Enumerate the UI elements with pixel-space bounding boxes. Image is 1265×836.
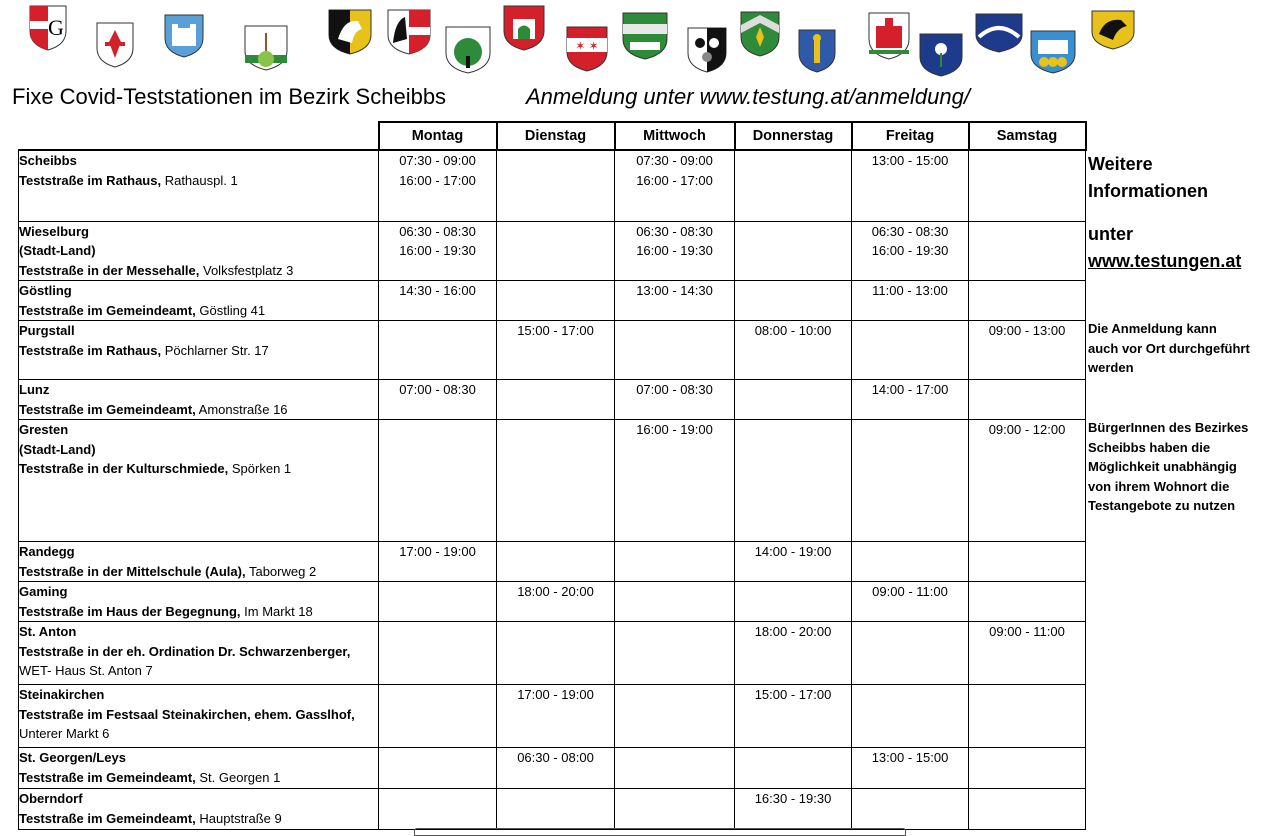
location-cell [19,150,379,221]
table-row [19,150,1086,221]
time-cell [379,150,497,221]
church-crest-icon [868,12,910,60]
station-name: Teststraße im Haus der Begegnung, [19,603,241,619]
location-name: Randegg [19,544,75,559]
time-cell [735,542,852,582]
time-cell [615,789,735,830]
station-name: Teststraße im Gemeindeamt, [19,769,196,785]
castle-crest-icon [164,14,204,58]
location-cell [19,221,379,281]
time-cell [379,221,497,281]
circles-crest-icon [687,27,727,73]
time-cell [615,582,735,622]
registration-hint[interactable]: Anmeldung unter www.testung.at/anmeldung/ [526,84,970,109]
time-slot: 13:00 - 15:00 [871,750,949,765]
station-address: St. Georgen 1 [195,769,281,785]
time-cell [735,748,852,789]
time-cell [615,221,735,281]
time-cell [615,380,735,420]
time-cell [852,789,969,830]
time-cell [852,582,969,622]
location-name: Scheibbs [19,153,77,168]
location-name: St. Anton [19,624,77,639]
station-address: Rathauspl. 1 [161,172,238,188]
time-cell [735,221,852,281]
gate-crest-icon [503,5,545,51]
bridge-crest-icon [975,13,1023,53]
station-name: Teststraße im Rathaus, [19,342,162,358]
time-slot: 13:00 - 15:00 [871,153,949,168]
station-name: Teststraße im Gemeindeamt, [19,810,196,826]
table-row [19,420,1086,542]
beast-crest-icon [1091,10,1135,50]
time-slot: 07:00 - 08:30 [399,382,476,397]
time-cell [497,622,615,685]
time-cell [615,420,735,542]
time-cell [969,789,1086,830]
location-sub: (Stadt-Land) [19,243,96,258]
time-slot: 06:30 - 08:30 [636,223,713,239]
horse-crest-icon [328,9,372,55]
time-cell [379,789,497,830]
time-cell [969,748,1086,789]
station-address: Amonstraße 16 [195,401,288,417]
note-line: von ihrem Wohnort die [1088,478,1230,494]
time-slot: 09:00 - 13:00 [988,323,1066,338]
station-address: Unterer Markt 6 [19,726,110,741]
time-cell [497,542,615,582]
time-cell [497,281,615,321]
time-cell [615,748,735,789]
time-cell [497,685,615,748]
day-header: Montag [379,122,497,150]
time-cell [735,582,852,622]
time-cell [969,150,1086,221]
figure-crest-icon [798,29,836,73]
day-header: Samstag [969,122,1086,150]
note-line: BürgerInnen des Bezirkes [1088,420,1249,435]
time-cell [497,582,615,622]
time-cell [852,380,969,420]
time-cell [969,380,1086,420]
testungen-link[interactable]: www.testungen.at [1088,251,1242,271]
time-cell [379,622,497,685]
time-cell [379,685,497,748]
note-line: Scheibbs haben die [1088,439,1211,455]
time-cell [735,420,852,542]
time-cell [735,380,852,420]
page-title: Fixe Covid-Teststationen im Bezirk Scheibbs [12,84,447,109]
location-cell [19,685,379,748]
note-line: Möglichkeit unabhängig [1088,459,1237,474]
time-slot: 06:30 - 08:30 [399,223,476,239]
location-cell [19,542,379,582]
time-slot: 16:00 - 19:30 [636,243,713,258]
time-cell [497,420,615,542]
note-line: Testangebote zu nutzen [1088,498,1236,513]
time-slot: 07:00 - 08:30 [636,382,713,397]
location-name: Steinakirchen [19,687,105,702]
time-slot: 07:30 - 09:00 [636,153,713,168]
location-sub: (Stadt-Land) [19,441,96,457]
time-cell [852,420,969,542]
time-cell [379,542,497,582]
header-row [19,122,1086,150]
time-cell [969,420,1086,542]
time-cell [852,622,969,685]
day-header: Dienstag [497,122,615,150]
time-slot: 07:30 - 09:00 [399,153,476,168]
lion-crest-icon [387,9,431,55]
time-cell [852,542,969,582]
location-name: Gresten [19,422,69,437]
tree-crest-icon [445,26,491,74]
station-address: Göstling 41 [195,302,266,318]
time-cell [852,685,969,748]
time-cell [969,582,1086,622]
time-slot: 11:00 - 13:00 [872,283,948,298]
info-line: Weitere [1088,154,1153,174]
station-name: Teststraße im Gemeindeamt, [19,401,196,417]
time-cell [615,542,735,582]
time-cell [735,622,852,685]
location-cell [19,748,379,789]
svg-text:✶ ✶: ✶ ✶ [575,39,599,53]
location-cell [19,380,379,420]
location-name: Wieselburg [19,223,89,239]
info-heading [1088,151,1208,205]
time-slot: 15:00 - 17:00 [754,687,832,702]
time-slot: 16:00 - 19:00 [636,422,713,437]
time-cell [735,789,852,830]
time-slot: 16:30 - 19:30 [754,791,832,806]
lily-crest-icon [96,22,134,68]
station-address: Spörken 1 [228,461,292,476]
station-address: WET- Haus St. Anton 7 [19,663,153,678]
time-slot: 06:30 - 08:00 [517,750,594,765]
station-name: Teststraße in der Kulturschmiede, [19,461,229,476]
battlement-crest-icon [622,12,668,60]
table-row [19,748,1086,789]
station-address: Pöchlarner Str. 17 [161,342,269,358]
station-address: Im Markt 18 [240,603,313,619]
schedule-table [18,121,1087,830]
info-unter: unter [1088,224,1133,244]
station-name: Teststraße im Rathaus, [19,172,162,188]
station-name: Teststraße in der Messehalle, [19,262,200,278]
time-cell [969,221,1086,281]
time-cell [969,321,1086,380]
time-cell [852,281,969,321]
time-cell [735,321,852,380]
info-line: Informationen [1088,181,1208,201]
time-slot: 14:00 - 17:00 [871,382,949,397]
location-name: Oberndorf [19,791,83,806]
station-address: Taborweg 2 [245,563,317,579]
location-name: Göstling [19,283,72,298]
station-address: Hauptstraße 9 [195,810,282,826]
time-cell [379,281,497,321]
crest-banner [0,0,1265,80]
location-cell [19,321,379,380]
time-slot: 17:00 - 19:00 [399,544,476,559]
bottom-scroll-indicator [414,828,906,836]
location-cell [19,420,379,542]
table-row [19,685,1086,748]
time-cell [615,685,735,748]
time-cell [497,380,615,420]
time-cell [497,789,615,830]
day-header: Donnerstag [735,122,852,150]
time-cell [852,150,969,221]
time-slot: 08:00 - 10:00 [754,323,832,338]
table-row [19,281,1086,321]
location-cell [19,622,379,685]
residents-note [1088,418,1248,516]
location-cell [19,281,379,321]
fleur-crest-icon [740,11,780,57]
time-slot: 06:30 - 08:30 [871,223,949,239]
time-cell [735,685,852,748]
location-name: Gaming [19,584,68,599]
apple-crest-icon [244,25,288,71]
location-name: St. Georgen/Leys [19,750,126,765]
time-cell [969,281,1086,321]
table-row [19,622,1086,685]
station-address: Volksfestplatz 3 [199,262,294,278]
time-cell [379,582,497,622]
location-name: Lunz [19,382,50,397]
onsite-note [1088,319,1250,378]
day-header: Freitag [852,122,969,150]
time-cell [615,281,735,321]
location-name: Purgstall [19,323,75,338]
time-cell [379,380,497,420]
table-row [19,542,1086,582]
manor-crest-icon [1030,30,1076,74]
time-slot: 14:00 - 19:00 [754,544,832,559]
station-name: Teststraße im Festsaal Steinakirchen, ehem. Gasslhof, [19,706,355,722]
time-slot: 16:00 - 17:00 [399,172,476,188]
time-slot: 09:00 - 11:00 [872,584,948,599]
time-slot: 09:00 - 12:00 [988,422,1066,437]
station-name: Teststraße im Gemeindeamt, [19,302,196,318]
table-row [19,789,1086,830]
time-cell [379,748,497,789]
time-slot: 17:00 - 19:00 [517,687,594,702]
time-cell [852,221,969,281]
crest-letter: G [48,15,64,40]
stars-crest-icon [566,26,608,72]
time-cell [969,542,1086,582]
time-slot: 16:00 - 19:30 [871,243,949,258]
time-slot: 18:00 - 20:00 [754,624,832,639]
note-line: auch vor Ort durchgeführt [1088,340,1250,356]
table-row [19,221,1086,281]
time-slot: 16:00 - 19:30 [399,243,476,258]
day-header: Mittwoch [615,122,735,150]
time-cell [497,150,615,221]
location-cell [19,582,379,622]
time-cell [615,321,735,380]
time-cell [615,150,735,221]
time-cell [379,321,497,380]
time-slot: 13:00 - 14:30 [636,283,713,298]
time-cell [735,150,852,221]
info-link-block [1088,221,1241,275]
crest-scheibbs-icon [29,5,67,51]
station-name: Teststraße in der Mittelschule (Aula), [19,563,246,579]
table-row [19,380,1086,420]
note-line: werden [1088,360,1134,375]
corner-cell [19,122,379,150]
station-name: Teststraße in der eh. Ordination Dr. Schwarzenberger, [19,643,351,659]
time-cell [852,321,969,380]
time-cell [615,622,735,685]
note-line: Die Anmeldung kann [1088,321,1217,336]
table-row [19,321,1086,380]
time-slot: 09:00 - 11:00 [989,624,1065,639]
time-cell [969,622,1086,685]
location-cell [19,789,379,830]
time-cell [379,420,497,542]
time-cell [735,281,852,321]
time-cell [497,748,615,789]
time-cell [497,221,615,281]
time-slot: 18:00 - 20:00 [517,584,594,599]
time-slot: 15:00 - 17:00 [517,323,594,338]
time-slot: 16:00 - 17:00 [636,172,713,188]
time-cell [497,321,615,380]
table-row [19,582,1086,622]
time-slot: 14:30 - 16:00 [399,283,476,298]
time-cell [969,685,1086,748]
time-cell [852,748,969,789]
flower-crest-icon [919,33,963,77]
